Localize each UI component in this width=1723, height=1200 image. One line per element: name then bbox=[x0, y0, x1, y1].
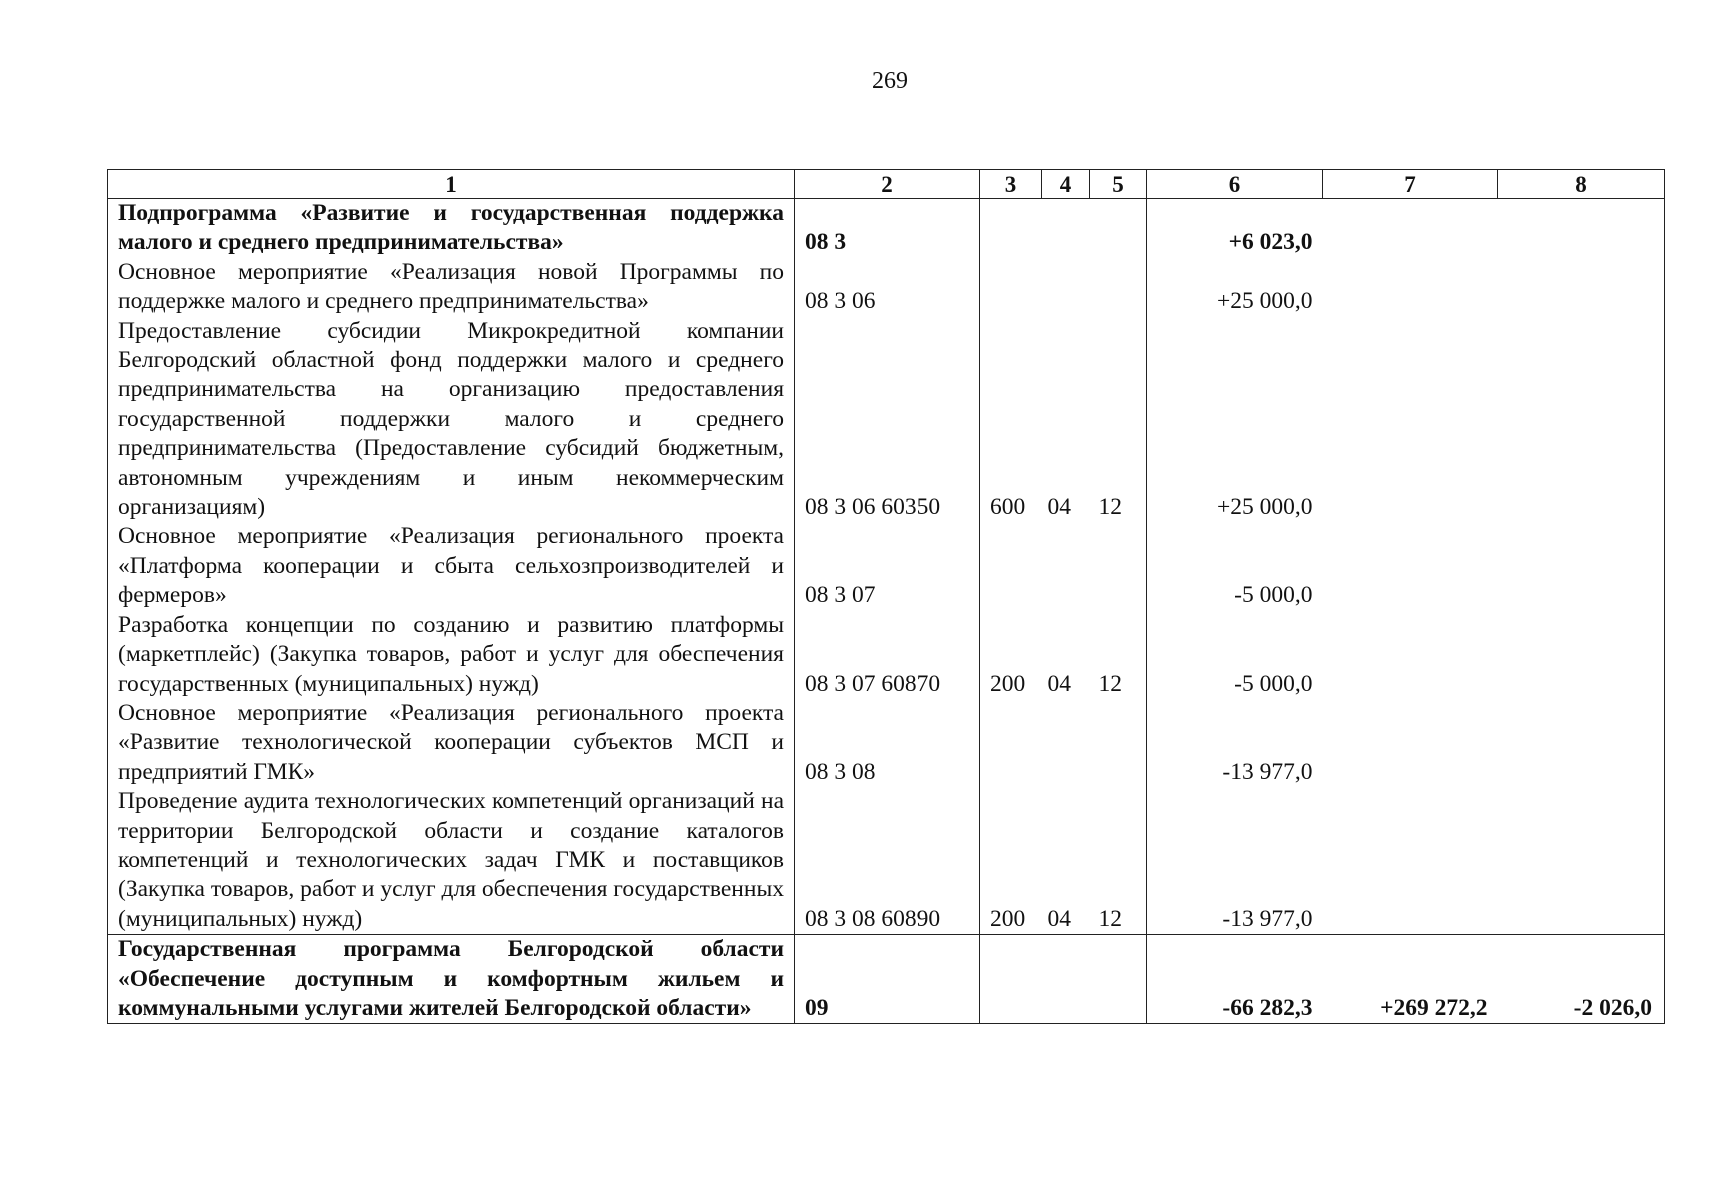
row-col-8 bbox=[1498, 199, 1665, 258]
row-col-5 bbox=[1090, 522, 1147, 610]
header-col-5: 5 bbox=[1090, 170, 1147, 199]
row-col-4: 04 bbox=[1047, 905, 1071, 932]
row-col-8 bbox=[1498, 317, 1665, 523]
table-row bbox=[108, 611, 1665, 699]
header-row bbox=[108, 170, 1665, 199]
row-code: 08 3 07 60870 bbox=[795, 611, 980, 699]
row-col-7 bbox=[1323, 199, 1498, 258]
row-col-5: 12 bbox=[1090, 611, 1147, 699]
header-col-3: 3 bbox=[980, 170, 1042, 199]
row-col-3 bbox=[980, 258, 1042, 317]
row-code: 08 3 06 bbox=[795, 258, 980, 317]
header-col-2: 2 bbox=[795, 170, 980, 199]
row-col-5: 12 bbox=[1090, 317, 1147, 523]
row-col-7 bbox=[1323, 787, 1498, 935]
row-col-8: -2 026,0 bbox=[1498, 935, 1665, 1024]
row-name: Разработка концепции по созданию и развитию платформы (маркетплейс) (Закупка товаров, работ и услуг для обеспечения государственных (муниципальных) нужд) bbox=[108, 611, 795, 699]
table-row bbox=[108, 199, 1665, 258]
table-row bbox=[108, 699, 1665, 787]
row-col-4 bbox=[1042, 258, 1090, 317]
row-col-4: 04 bbox=[1047, 670, 1071, 697]
row-name: Основное мероприятие «Реализация регионального проекта «Платформа кооперации и сбыта сельхозпроизводителей и фермеров» bbox=[108, 522, 795, 610]
row-name: Проведение аудита технологических компетенций организаций на территории Белгородской области и создание каталогов компетенций и технологических задач ГМК и поставщиков (Закупка товаров, работ и услуг для обеспечения государственных (муниципальных) нужд) bbox=[108, 787, 795, 935]
row-col-7 bbox=[1323, 699, 1498, 787]
table-row bbox=[108, 258, 1665, 317]
row-col-3: 200 bbox=[980, 611, 1042, 699]
row-col-4 bbox=[1042, 699, 1090, 787]
row-col-6: -5 000,0 bbox=[1147, 522, 1323, 610]
table-row bbox=[108, 522, 1665, 610]
row-col-6: +25 000,0 bbox=[1147, 258, 1323, 317]
row-name: Предоставление субсидии Микрокредитной компании Белгородский областной фонд поддержки малого и среднего предпринимательства на организацию предоставления государственной поддержки малого и среднего предпринимательства (Предоставление субсидий бюджетным, автономным учреждениям и иным некоммерческим организациям) bbox=[108, 317, 795, 523]
row-col-5 bbox=[1090, 699, 1147, 787]
row-col-6: -66 282,3 bbox=[1147, 935, 1323, 1024]
row-name: Подпрограмма «Развитие и государственная поддержка малого и среднего предпринимательства» bbox=[108, 199, 795, 258]
row-col-3: 200 bbox=[980, 787, 1042, 935]
row-col-8 bbox=[1498, 522, 1665, 610]
row-col-5 bbox=[1090, 258, 1147, 317]
row-col-4 bbox=[1042, 199, 1090, 258]
row-code: 08 3 07 bbox=[795, 522, 980, 610]
row-name: Основное мероприятие «Реализация новой Программы по поддержке малого и среднего предпринимательства» bbox=[108, 258, 795, 317]
row-col-7 bbox=[1323, 611, 1498, 699]
header-col-6: 6 bbox=[1147, 170, 1323, 199]
row-col-8 bbox=[1498, 787, 1665, 935]
row-col-5: 12 bbox=[1090, 787, 1147, 935]
row-col-6: -5 000,0 bbox=[1147, 611, 1323, 699]
row-col-4: 04 bbox=[1047, 494, 1071, 521]
row-col-5 bbox=[1090, 935, 1147, 1024]
row-col-3: 600 bbox=[980, 317, 1042, 523]
row-col-6: +25 000,0 bbox=[1147, 317, 1323, 523]
row-code: 08 3 08 60890 bbox=[795, 787, 980, 935]
row-col-3 bbox=[980, 199, 1042, 258]
table-row bbox=[108, 317, 1665, 523]
row-col-6: -13 977,0 bbox=[1147, 787, 1323, 935]
row-code: 08 3 bbox=[795, 199, 980, 258]
row-col-7: +269 272,2 bbox=[1323, 935, 1498, 1024]
header-col-4: 4 bbox=[1042, 170, 1090, 199]
row-name: Государственная программа Белгородской области «Обеспечение доступным и комфортным жильем и коммунальными услугами жителей Белгородской области» bbox=[108, 935, 795, 1024]
table-row bbox=[108, 935, 1665, 1024]
row-col-3 bbox=[980, 699, 1042, 787]
row-col-8 bbox=[1498, 258, 1665, 317]
table-row bbox=[108, 787, 1665, 935]
row-col-7 bbox=[1323, 522, 1498, 610]
row-code: 09 bbox=[795, 935, 980, 1024]
header-col-8: 8 bbox=[1498, 170, 1665, 199]
row-col-3 bbox=[980, 522, 1042, 610]
row-code: 08 3 06 60350 bbox=[795, 317, 980, 523]
page-number: 269 bbox=[872, 68, 908, 94]
row-name: Основное мероприятие «Реализация регионального проекта «Развитие технологической кооперации субъектов МСП и предприятий ГМК» bbox=[108, 699, 795, 787]
budget-table bbox=[107, 169, 1665, 1024]
row-col-7 bbox=[1323, 258, 1498, 317]
row-col-4 bbox=[1042, 522, 1090, 610]
header-col-1: 1 bbox=[108, 170, 795, 199]
row-col-7 bbox=[1323, 317, 1498, 523]
row-col-8 bbox=[1498, 611, 1665, 699]
header-col-7: 7 bbox=[1323, 170, 1498, 199]
row-col-6: -13 977,0 bbox=[1147, 699, 1323, 787]
row-col-4 bbox=[1042, 935, 1090, 1024]
row-code: 08 3 08 bbox=[795, 699, 980, 787]
row-col-8 bbox=[1498, 699, 1665, 787]
row-col-5 bbox=[1090, 199, 1147, 258]
row-col-6: +6 023,0 bbox=[1147, 199, 1323, 258]
row-col-3 bbox=[980, 935, 1042, 1024]
